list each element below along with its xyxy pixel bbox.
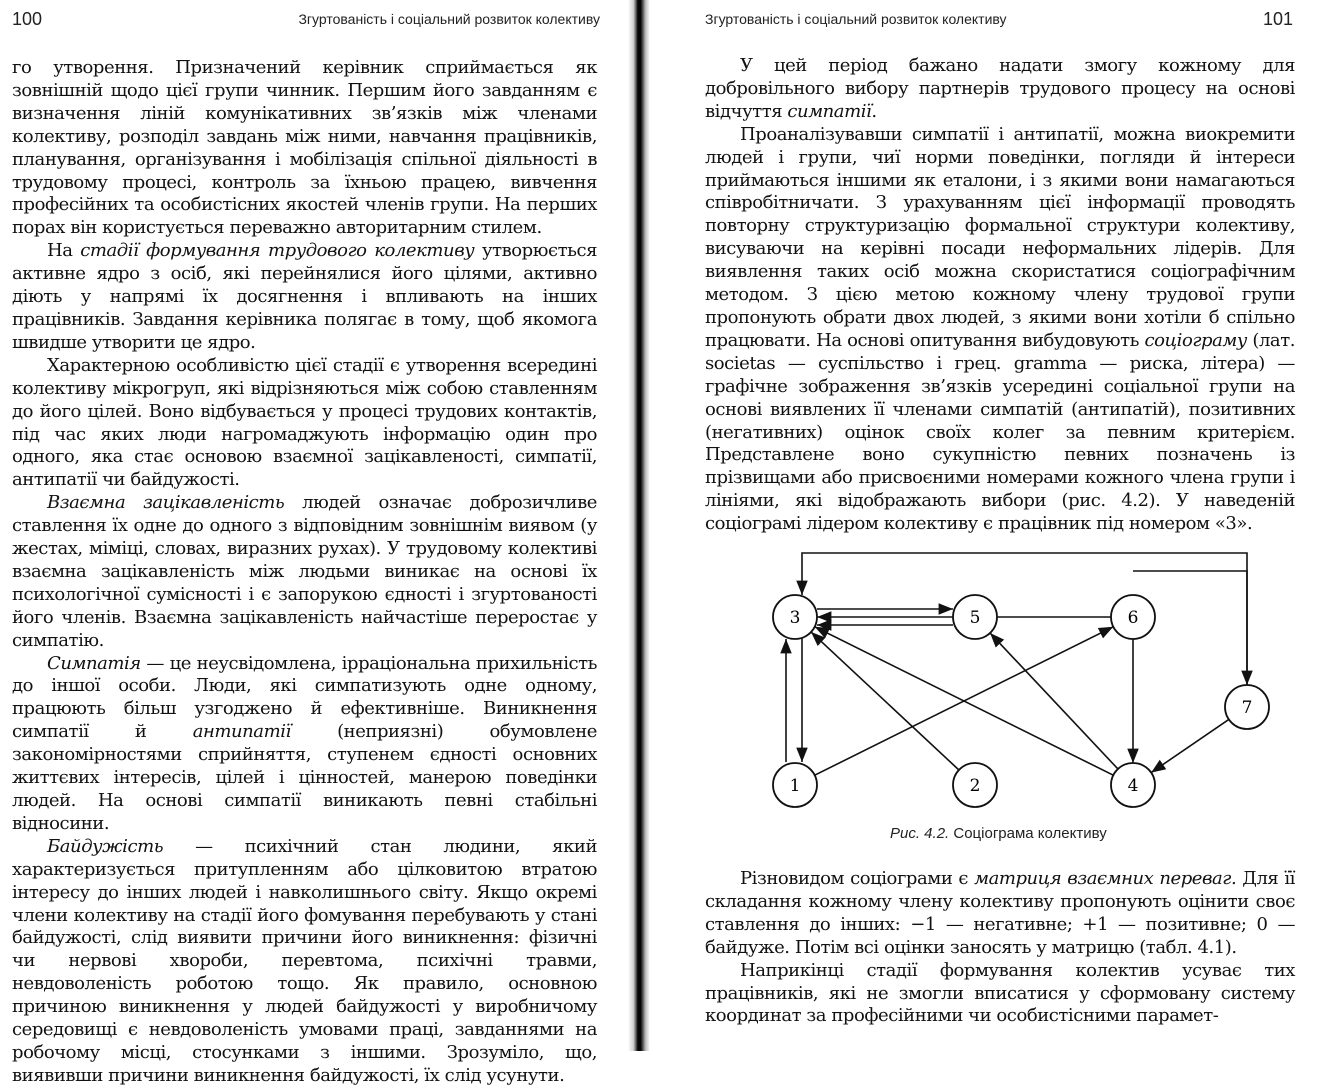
paragraph <box>12 492 597 652</box>
text-run: На <box>47 240 81 262</box>
text-run: Різновидом соціограми є <box>740 868 975 889</box>
paragraph <box>705 124 1295 536</box>
paragraph <box>12 57 597 240</box>
paragraph <box>12 355 597 492</box>
text-run: — психічний стан людини, який характеризується притупленням або цілковитою втратою інтересу до інших людей і навколишнього світу. Якщо окремі члени колективу на стадії його фомування перебувають у стані байдужості, слід виявити причини його виникнення: фізичні чи нервові хвороби, перевтома, психічні травми, невдоволеність роботою тощо. Як правило, основною причиною виникнення у людей байдужості у виробничому середовищі є невдоволеність умовами праці, завданнями на робочому місці, стосунками з іншими. Зрозуміло, що, виявивши причини виникнення байдужості, їх слід усунути. <box>12 835 597 1086</box>
paragraph <box>12 836 597 1088</box>
running-title: Згуртованість і соціальний розвиток колективу <box>705 11 1007 27</box>
body-text-bottom <box>705 868 1295 1028</box>
italic-term: стадії формування трудового колективу <box>80 240 475 262</box>
node-label-2: 2 <box>969 776 981 796</box>
italic-term: матриця взаємних переваг. <box>974 868 1237 889</box>
page-number: 101 <box>1262 9 1293 29</box>
italic-term: Взаємна зацікавленість <box>47 492 285 514</box>
italic-term: соціограму <box>1144 329 1247 351</box>
edge-7-to-3 <box>802 553 1247 685</box>
text-run: (лат. societas — суспільство і грец. gramma — риска, літера) — графічне зображення зв’язків усередині соціальної групи на основі виявлених її членами симпатій (антипатій), позитивних (негативних) оцінок своїх колег за певним критерієм. Представлене воно сукупністю певних позначень із прізвищами або присвоєними номерами кожного члена групи і лініями, які відображають вибори (рис. 4.2). У наведеній соціограмі лідером колективу є працівник під номером «3». <box>705 329 1295 535</box>
text-run: (неприязні) обумовлене закономірностями сприйняття, ступенем єдності основних життєвих інтересів, цілей і цінностей, манерою поведінки людей. На основі симпатії виникають певні стабільні відносини. <box>12 721 597 834</box>
text-run: У цей період бажано надати змогу кожному для добровільного вибору партнерів трудового процесу на основі відчуття <box>705 55 1295 122</box>
caption-text: Соціограма колективу <box>953 825 1107 842</box>
italic-term: Симпатія <box>47 652 141 674</box>
italic-term: Байдужість <box>47 835 164 857</box>
edge-2-to-3 <box>811 632 959 770</box>
node-label-1: 1 <box>789 776 801 796</box>
text-run: людей означає доброзичливе ставлення їх одне до одного з відповідним зовнішнім виявом (у жестах, міміці, словах, виразних рухах). У трудовому колективі взаємна зацікавленість між людьми виникає на основі їх психологічної сумісності і є запорукою єдності і згуртованості його членів. Взаємна зацікавленість найчастіше переростає у симпатію. <box>12 492 597 651</box>
running-title: Згуртованість і соціальний розвиток колективу <box>298 11 600 27</box>
body-text <box>12 57 597 1088</box>
paragraph <box>705 55 1295 124</box>
text-run: . <box>871 100 877 122</box>
node-label-3: 3 <box>789 608 801 628</box>
node-label-4: 4 <box>1127 776 1139 796</box>
paragraph <box>12 653 597 836</box>
text-run: го утворення. Призначений керівник сприймається як зовнішній щодо цієї групи чинник. Першим його завданням є визначення ліній комунікативних зв’язків між членами колективу, розподіл завдань між ними, навчання працівників, планування, організування і мобілізація спільної діяльності в трудовому процесі, контроль за їхньою працею, вивчення професійних та особистісних якостей членів групи. На перших порах він користується переважно авторитарним стилем. <box>12 57 597 239</box>
text-run: Характерною особливістю цієї стадії є утворення всередині колективу мікрогруп, які відрізняються між собою ставленням до його цілей. Воно відбувається у процесі трудових контактів, під час яких люди нагромаджують інформацію один про одного, яка стає основою взаємної зацікавленості, симпатії, антипатії чи байдужості. <box>12 354 597 491</box>
sociogram-figure <box>740 545 1280 795</box>
book-gutter <box>628 0 650 1051</box>
italic-term: симпатії <box>787 100 872 122</box>
page-number: 100 <box>12 9 43 29</box>
paragraph <box>705 960 1295 1029</box>
text-run: Для її складання кожному члену колективу пропонують оцінити своє ставлення до інших: −1 — негативне; +1 — позитивне; 0 — байдуже. Потім всі оцінки заносять у матрицю (табл. 4.1). <box>705 868 1295 958</box>
caption-number: Рис. 4.2. <box>890 825 950 842</box>
italic-term: антипатії <box>192 721 291 743</box>
edge-4-to-5 <box>990 633 1118 769</box>
node-label-6: 6 <box>1127 608 1139 628</box>
node-label-7: 7 <box>1241 698 1253 718</box>
figure-caption <box>890 825 1107 842</box>
sociogram-diagram <box>740 545 1280 795</box>
right-page <box>650 0 1318 1051</box>
edge-7-to-4 <box>1151 719 1229 772</box>
text-run: Наприкінці стадії формування колектив усуває тих працівників, які не змогли вписатися у сформовану систему координат за професійними чи особистісними парамет- <box>705 959 1295 1027</box>
text-run: — це неусвідомлена, ірраціональна прихильність до іншої особи. Люди, які симпатизують одне одному, працюють більш узгоджено й ефективніше. Виникнення симпатії й <box>12 652 597 743</box>
paragraph <box>705 868 1295 960</box>
body-text-top <box>705 55 1295 536</box>
paragraph <box>12 240 597 355</box>
text-run: утворюється активне ядро з осіб, які перейнялися його цілями, активно діють у напрямі їх досягнення і впливають на інших працівників. Завдання керівника полягає в тому, щоб якомога швидше утворити це ядро. <box>12 240 597 353</box>
node-label-5: 5 <box>969 608 981 628</box>
text-run: Проаналізувавши симпатії і антипатії, можна виокремити людей і групи, чиї норми поведінки, погляди й інтереси приймаються іншими як еталони, і з якими вони намагаються співробітничати. З урахуванням цієї інформації проводять повторну структуризацію формальної структури колективу, висуваючи на керівні посади неформальних лідерів. Для виявлення таких осіб можна скористатися соціографічним методом. З цією метою кожному члену трудової групи пропонують обрати двох людей, з якими вони хотіли б спільно працювати. На основі опитування вибудовують <box>705 123 1295 351</box>
left-page <box>0 0 628 1086</box>
